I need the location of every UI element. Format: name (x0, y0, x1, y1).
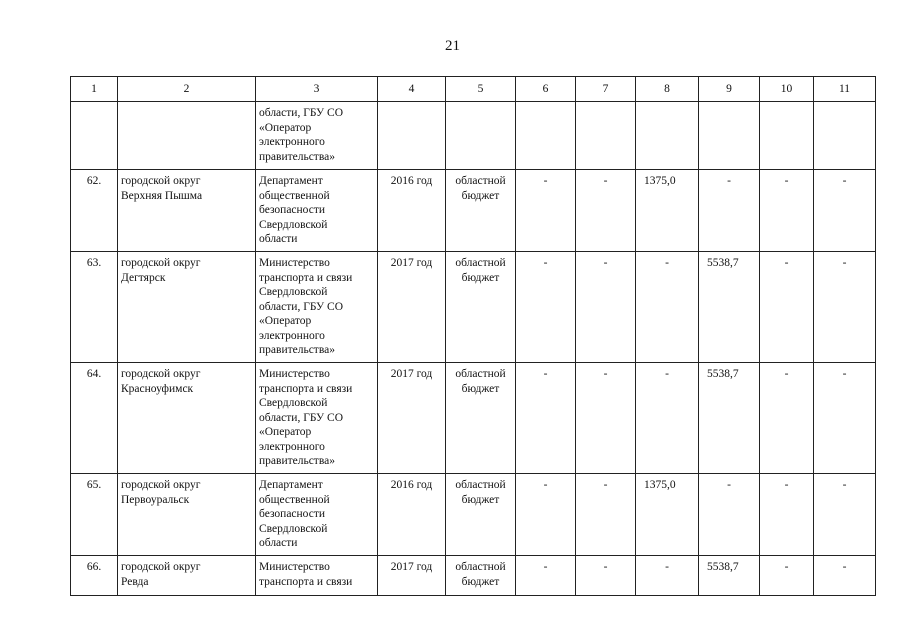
year-cell: 2017 год (378, 556, 446, 596)
row-number: 66. (71, 556, 118, 596)
executor-cell: области, ГБУ СО «Оператор электронного правительства» (256, 102, 378, 170)
value-cell-6 (516, 102, 576, 170)
fund-cell: областной бюджет (446, 252, 516, 363)
column-header: 8 (636, 77, 699, 102)
value-cell-7 (576, 102, 636, 170)
value-cell-11: - (814, 363, 876, 474)
table-row (71, 170, 876, 252)
value-cell-7: - (576, 474, 636, 556)
column-header: 6 (516, 77, 576, 102)
table-row-continuation (71, 102, 876, 170)
column-header: 4 (378, 77, 446, 102)
value-cell-10: - (760, 556, 814, 596)
row-number: 65. (71, 474, 118, 556)
value-cell-6: - (516, 556, 576, 596)
table-row (71, 363, 876, 474)
column-header: 1 (71, 77, 118, 102)
value-cell-9: - (699, 474, 760, 556)
value-cell-7: - (576, 363, 636, 474)
district-cell: городской округ Дегтярск (118, 252, 256, 363)
value-cell-6: - (516, 252, 576, 363)
value-cell-6: - (516, 474, 576, 556)
value-cell-11: - (814, 170, 876, 252)
value-cell-6: - (516, 170, 576, 252)
row-number: 63. (71, 252, 118, 363)
value-cell-11 (814, 102, 876, 170)
value-cell-7: - (576, 556, 636, 596)
value-cell-10: - (760, 363, 814, 474)
value-cell-10: - (760, 474, 814, 556)
fund-cell: областной бюджет (446, 474, 516, 556)
value-cell-7: - (576, 252, 636, 363)
column-header: 7 (576, 77, 636, 102)
value-cell-8 (636, 102, 699, 170)
value-cell-9: 5538,7 (699, 556, 760, 596)
value-cell-8: - (636, 252, 699, 363)
district-cell (118, 102, 256, 170)
value-cell-11: - (814, 252, 876, 363)
value-cell-7: - (576, 170, 636, 252)
column-header: 3 (256, 77, 378, 102)
district-cell: городской округ Ревда (118, 556, 256, 596)
district-cell: городской округ Красноуфимск (118, 363, 256, 474)
year-cell: 2016 год (378, 474, 446, 556)
fund-cell: областной бюджет (446, 556, 516, 596)
fund-cell (446, 102, 516, 170)
column-header: 9 (699, 77, 760, 102)
value-cell-10 (760, 102, 814, 170)
program-table (70, 76, 876, 596)
table-header-row (71, 77, 876, 102)
table-row (71, 556, 876, 596)
district-cell: городской округ Первоуральск (118, 474, 256, 556)
column-header: 2 (118, 77, 256, 102)
value-cell-10: - (760, 252, 814, 363)
value-cell-11: - (814, 556, 876, 596)
executor-cell: Министерство транспорта и связи (256, 556, 378, 596)
value-cell-8: 1375,0 (636, 474, 699, 556)
value-cell-11: - (814, 474, 876, 556)
value-cell-9: - (699, 170, 760, 252)
row-number (71, 102, 118, 170)
year-cell: 2016 год (378, 170, 446, 252)
value-cell-8: - (636, 556, 699, 596)
row-number: 64. (71, 363, 118, 474)
value-cell-10: - (760, 170, 814, 252)
value-cell-8: 1375,0 (636, 170, 699, 252)
value-cell-8: - (636, 363, 699, 474)
column-header: 11 (814, 77, 876, 102)
value-cell-9: 5538,7 (699, 252, 760, 363)
value-cell-6: - (516, 363, 576, 474)
value-cell-9 (699, 102, 760, 170)
fund-cell: областной бюджет (446, 363, 516, 474)
executor-cell: Департамент общественной безопасности Свердловской области (256, 474, 378, 556)
fund-cell: областной бюджет (446, 170, 516, 252)
year-cell (378, 102, 446, 170)
table-row (71, 474, 876, 556)
value-cell-9: 5538,7 (699, 363, 760, 474)
executor-cell: Департамент общественной безопасности Свердловской области (256, 170, 378, 252)
row-number: 62. (71, 170, 118, 252)
year-cell: 2017 год (378, 252, 446, 363)
column-header: 5 (446, 77, 516, 102)
district-cell: городской округ Верхняя Пышма (118, 170, 256, 252)
table-row (71, 252, 876, 363)
year-cell: 2017 год (378, 363, 446, 474)
page-number: 21 (445, 38, 460, 54)
column-header: 10 (760, 77, 814, 102)
executor-cell: Министерство транспорта и связи Свердловской области, ГБУ СО «Оператор электронного правительства» (256, 363, 378, 474)
executor-cell: Министерство транспорта и связи Свердловской области, ГБУ СО «Оператор электронного правительства» (256, 252, 378, 363)
